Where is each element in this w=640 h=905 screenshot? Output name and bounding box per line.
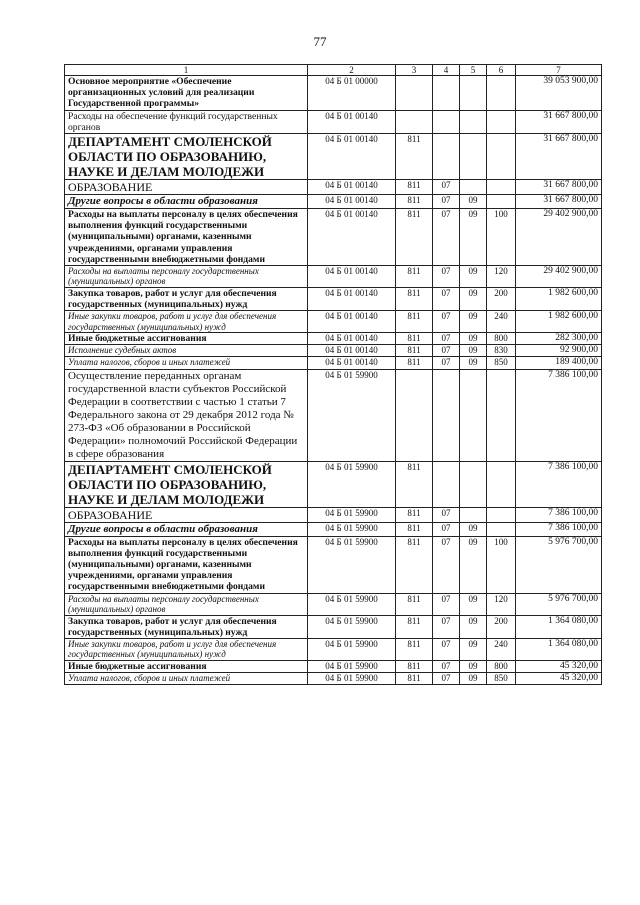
- section-cell: 07: [433, 287, 460, 310]
- row-name-cell: Иные закупки товаров, работ и услуг для обеспечения государственных (муниципальных) нужд: [65, 638, 308, 660]
- target-article-cell: 04 Б 01 00140: [308, 195, 396, 209]
- subsection-cell: [460, 180, 487, 195]
- table-row: [65, 615, 602, 638]
- amount-cell: 7 386 100,00: [516, 461, 602, 507]
- row-name-cell: ДЕПАРТАМЕНТ СМОЛЕНСКОЙ ОБЛАСТИ ПО ОБРАЗОВАНИЮ, НАУКЕ И ДЕЛАМ МОЛОДЕЖИ: [65, 461, 308, 507]
- target-article-cell: 04 Б 01 59900: [308, 593, 396, 615]
- subsection-cell: 09: [460, 593, 487, 615]
- section-cell: [433, 110, 460, 133]
- row-name-cell: Расходы на выплаты персоналу в целях обеспечения выполнения функций государственными (муниципальными) органами, казенными учреждениями, органами управления государственными внебюджетными фондами: [65, 536, 308, 593]
- page-number: 77: [313, 34, 327, 49]
- section-cell: 07: [433, 209, 460, 266]
- column-number: 7: [516, 65, 602, 76]
- row-name-cell: Другие вопросы в области образования: [65, 522, 308, 536]
- row-name-cell: Уплата налогов, сборов и иных платежей: [65, 672, 308, 684]
- subsection-cell: [460, 461, 487, 507]
- target-article-cell: 04 Б 01 59900: [308, 638, 396, 660]
- target-article-cell: 04 Б 01 00140: [308, 209, 396, 266]
- target-article-cell: 04 Б 01 59900: [308, 536, 396, 593]
- table-row: [65, 110, 602, 133]
- ministry-code-cell: [396, 369, 433, 461]
- table-row: [65, 536, 602, 593]
- ministry-code-cell: 811: [396, 311, 433, 333]
- section-cell: 07: [433, 345, 460, 357]
- row-name-cell: Расходы на выплаты персоналу государственных (муниципальных) органов: [65, 266, 308, 288]
- section-cell: 07: [433, 266, 460, 288]
- row-name-cell: Расходы на выплаты персоналу в целях обеспечения выполнения функций государственными (муниципальными) органами, казенными учреждениями, органами управления государственными внебюджетными фондами: [65, 209, 308, 266]
- table-row: [65, 266, 602, 288]
- row-name-cell: ОБРАЗОВАНИЕ: [65, 507, 308, 522]
- subsection-cell: [460, 369, 487, 461]
- expense-type-cell: 850: [487, 357, 516, 369]
- column-number: 5: [460, 65, 487, 76]
- table-row: [65, 461, 602, 507]
- ministry-code-cell: 811: [396, 266, 433, 288]
- target-article-cell: 04 Б 01 59900: [308, 507, 396, 522]
- table-row: [65, 660, 602, 672]
- target-article-cell: 04 Б 01 00140: [308, 266, 396, 288]
- expense-type-cell: 240: [487, 311, 516, 333]
- amount-cell: 5 976 700,00: [516, 536, 602, 593]
- row-name-cell: Расходы на выплаты персоналу государственных (муниципальных) органов: [65, 593, 308, 615]
- target-article-cell: 04 Б 01 00140: [308, 287, 396, 310]
- table-row: [65, 287, 602, 310]
- column-number: 1: [65, 65, 308, 76]
- expense-type-cell: 830: [487, 345, 516, 357]
- target-article-cell: 04 Б 01 00140: [308, 110, 396, 133]
- amount-cell: 7 386 100,00: [516, 507, 602, 522]
- row-name-cell: Иные закупки товаров, работ и услуг для обеспечения государственных (муниципальных) нужд: [65, 311, 308, 333]
- amount-cell: 7 386 100,00: [516, 369, 602, 461]
- column-number: 4: [433, 65, 460, 76]
- amount-cell: 1 364 080,00: [516, 638, 602, 660]
- subsection-cell: 09: [460, 287, 487, 310]
- table-row: [65, 507, 602, 522]
- table-body: [65, 76, 602, 685]
- expense-type-cell: [487, 180, 516, 195]
- subsection-cell: 09: [460, 672, 487, 684]
- amount-cell: 5 976 700,00: [516, 593, 602, 615]
- table-row: [65, 345, 602, 357]
- section-cell: 07: [433, 672, 460, 684]
- expense-type-cell: 100: [487, 209, 516, 266]
- amount-cell: 282 300,00: [516, 333, 602, 345]
- ministry-code-cell: 811: [396, 615, 433, 638]
- ministry-code-cell: [396, 76, 433, 111]
- amount-cell: 39 053 900,00: [516, 76, 602, 111]
- expense-type-cell: [487, 110, 516, 133]
- ministry-code-cell: 811: [396, 536, 433, 593]
- target-article-cell: 04 Б 01 59900: [308, 660, 396, 672]
- section-cell: 07: [433, 311, 460, 333]
- section-cell: 07: [433, 333, 460, 345]
- row-name-cell: Основное мероприятие «Обеспечение организационных условий для реализации Государственной программы»: [65, 76, 308, 111]
- ministry-code-cell: 811: [396, 195, 433, 209]
- amount-cell: 31 667 800,00: [516, 180, 602, 195]
- expense-type-cell: 800: [487, 660, 516, 672]
- amount-cell: 1 364 080,00: [516, 615, 602, 638]
- column-number: 2: [308, 65, 396, 76]
- amount-cell: 1 982 600,00: [516, 311, 602, 333]
- row-name-cell: ДЕПАРТАМЕНТ СМОЛЕНСКОЙ ОБЛАСТИ ПО ОБРАЗОВАНИЮ, НАУКЕ И ДЕЛАМ МОЛОДЕЖИ: [65, 134, 308, 180]
- section-cell: [433, 369, 460, 461]
- target-article-cell: 04 Б 01 59900: [308, 672, 396, 684]
- expense-type-cell: 120: [487, 593, 516, 615]
- section-cell: 07: [433, 195, 460, 209]
- section-cell: 07: [433, 615, 460, 638]
- subsection-cell: 09: [460, 333, 487, 345]
- ministry-code-cell: 811: [396, 345, 433, 357]
- table-row: [65, 195, 602, 209]
- column-number: 3: [396, 65, 433, 76]
- target-article-cell: 04 Б 01 00140: [308, 357, 396, 369]
- expense-type-cell: [487, 195, 516, 209]
- table-row: [65, 180, 602, 195]
- amount-cell: 189 400,00: [516, 357, 602, 369]
- expense-type-cell: 200: [487, 615, 516, 638]
- subsection-cell: 09: [460, 638, 487, 660]
- section-cell: [433, 76, 460, 111]
- table-row: [65, 672, 602, 684]
- amount-cell: 29 402 900,00: [516, 266, 602, 288]
- subsection-cell: [460, 76, 487, 111]
- amount-cell: 29 402 900,00: [516, 209, 602, 266]
- subsection-cell: 09: [460, 660, 487, 672]
- subsection-cell: 09: [460, 266, 487, 288]
- target-article-cell: 04 Б 01 00140: [308, 134, 396, 180]
- amount-cell: 1 982 600,00: [516, 287, 602, 310]
- ministry-code-cell: [396, 110, 433, 133]
- row-name-cell: Уплата налогов, сборов и иных платежей: [65, 357, 308, 369]
- expense-type-cell: [487, 522, 516, 536]
- subsection-cell: 09: [460, 536, 487, 593]
- row-name-cell: Другие вопросы в области образования: [65, 195, 308, 209]
- table-row: [65, 311, 602, 333]
- ministry-code-cell: 811: [396, 461, 433, 507]
- expense-type-cell: [487, 134, 516, 180]
- section-cell: 07: [433, 522, 460, 536]
- ministry-code-cell: 811: [396, 209, 433, 266]
- subsection-cell: 09: [460, 311, 487, 333]
- expense-type-cell: 100: [487, 536, 516, 593]
- expense-type-cell: 200: [487, 287, 516, 310]
- ministry-code-cell: 811: [396, 672, 433, 684]
- target-article-cell: 04 Б 01 59900: [308, 522, 396, 536]
- subsection-cell: 09: [460, 615, 487, 638]
- table-row: [65, 357, 602, 369]
- row-name-cell: Расходы на обеспечение функций государственных органов: [65, 110, 308, 133]
- expense-type-cell: [487, 76, 516, 111]
- row-name-cell: Закупка товаров, работ и услуг для обеспечения государственных (муниципальных) нужд: [65, 287, 308, 310]
- row-name-cell: Исполнение судебных актов: [65, 345, 308, 357]
- column-number-row: [65, 65, 602, 76]
- section-cell: 07: [433, 660, 460, 672]
- target-article-cell: 04 Б 01 00140: [308, 311, 396, 333]
- row-name-cell: ОБРАЗОВАНИЕ: [65, 180, 308, 195]
- ministry-code-cell: 811: [396, 180, 433, 195]
- ministry-code-cell: 811: [396, 507, 433, 522]
- expense-type-cell: [487, 369, 516, 461]
- expense-type-cell: [487, 461, 516, 507]
- row-name-cell: Осуществление переданных органам государственной власти субъектов Российской Федерации в соответствии с частью 1 статьи 7 Федерального закона от 29 декабря 2012 года № 273-ФЗ «Об образовании в Российской Федерации» полномочий Российской Федерации в сфере образования: [65, 369, 308, 461]
- table-row: [65, 638, 602, 660]
- amount-cell: 7 386 100,00: [516, 522, 602, 536]
- subsection-cell: 09: [460, 209, 487, 266]
- target-article-cell: 04 Б 01 00140: [308, 333, 396, 345]
- section-cell: 07: [433, 593, 460, 615]
- table-row: [65, 209, 602, 266]
- table-row: [65, 522, 602, 536]
- expense-type-cell: 850: [487, 672, 516, 684]
- amount-cell: 31 667 800,00: [516, 134, 602, 180]
- row-name-cell: Иные бюджетные ассигнования: [65, 660, 308, 672]
- target-article-cell: 04 Б 01 00000: [308, 76, 396, 111]
- ministry-code-cell: 811: [396, 593, 433, 615]
- subsection-cell: [460, 507, 487, 522]
- subsection-cell: 09: [460, 195, 487, 209]
- section-cell: 07: [433, 507, 460, 522]
- section-cell: 07: [433, 180, 460, 195]
- section-cell: 07: [433, 536, 460, 593]
- subsection-cell: [460, 134, 487, 180]
- ministry-code-cell: 811: [396, 660, 433, 672]
- ministry-code-cell: 811: [396, 287, 433, 310]
- ministry-code-cell: 811: [396, 357, 433, 369]
- column-number: 6: [487, 65, 516, 76]
- row-name-cell: Закупка товаров, работ и услуг для обеспечения государственных (муниципальных) нужд: [65, 615, 308, 638]
- subsection-cell: 09: [460, 522, 487, 536]
- table-row: [65, 134, 602, 180]
- target-article-cell: 04 Б 01 00140: [308, 345, 396, 357]
- table-row: [65, 76, 602, 111]
- expense-type-cell: [487, 507, 516, 522]
- ministry-code-cell: 811: [396, 333, 433, 345]
- section-cell: [433, 461, 460, 507]
- target-article-cell: 04 Б 01 59900: [308, 461, 396, 507]
- ministry-code-cell: 811: [396, 522, 433, 536]
- amount-cell: 45 320,00: [516, 660, 602, 672]
- subsection-cell: [460, 110, 487, 133]
- expense-type-cell: 120: [487, 266, 516, 288]
- amount-cell: 31 667 800,00: [516, 195, 602, 209]
- amount-cell: 45 320,00: [516, 672, 602, 684]
- amount-cell: 31 667 800,00: [516, 110, 602, 133]
- ministry-code-cell: 811: [396, 638, 433, 660]
- subsection-cell: 09: [460, 357, 487, 369]
- expense-type-cell: 240: [487, 638, 516, 660]
- subsection-cell: 09: [460, 345, 487, 357]
- section-cell: 07: [433, 638, 460, 660]
- section-cell: 07: [433, 357, 460, 369]
- target-article-cell: 04 Б 01 59900: [308, 369, 396, 461]
- section-cell: [433, 134, 460, 180]
- expense-type-cell: 800: [487, 333, 516, 345]
- table-row: [65, 593, 602, 615]
- table-row: [65, 333, 602, 345]
- target-article-cell: 04 Б 01 00140: [308, 180, 396, 195]
- row-name-cell: Иные бюджетные ассигнования: [65, 333, 308, 345]
- table-row: [65, 369, 602, 461]
- amount-cell: 92 900,00: [516, 345, 602, 357]
- budget-table: [64, 64, 602, 685]
- ministry-code-cell: 811: [396, 134, 433, 180]
- target-article-cell: 04 Б 01 59900: [308, 615, 396, 638]
